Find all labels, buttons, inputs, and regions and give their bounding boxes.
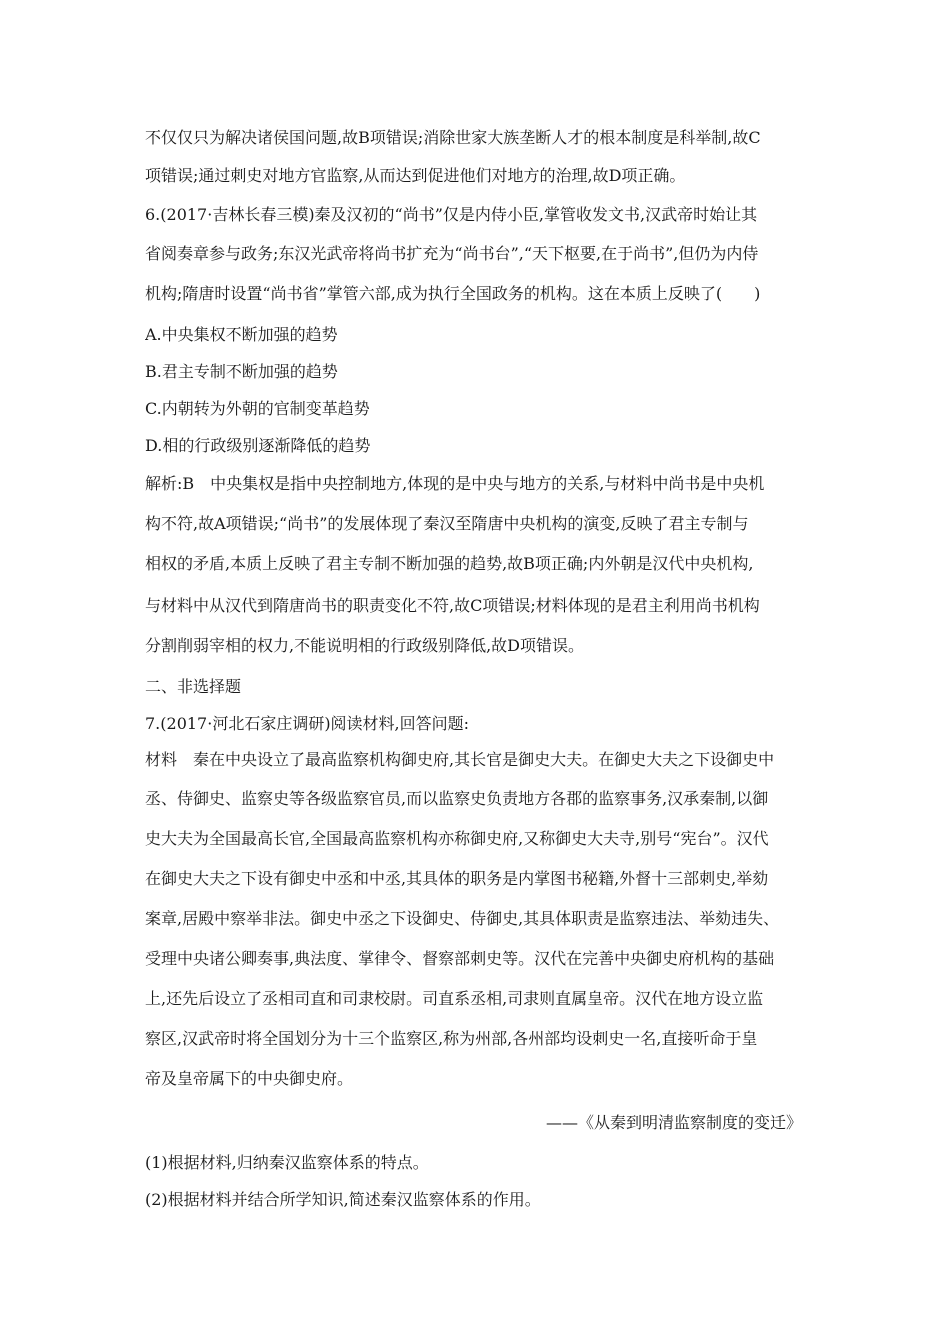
- option-a: A.中央集权不断加强的趋势: [145, 325, 338, 344]
- sub-question-1: (1)根据材料,归纳秦汉监察体系的特点。: [145, 1153, 429, 1172]
- text-line: 不仅仅只为解决诸侯国问题,故B项错误;消除世家大族垄断人才的根本制度是科举制,故C: [145, 128, 761, 147]
- analysis-text: 构不符,故A项错误;“尚书”的发展体现了秦汉至隋唐中央机构的演变,反映了君主专制与: [145, 514, 749, 533]
- question-7-stem: 7.(2017·河北石家庄调研)阅读材料,回答问题:: [145, 714, 470, 733]
- analysis-text: 相权的矛盾,本质上反映了君主专制不断加强的趋势,故B项正确;内外朝是汉代中央机构,: [145, 554, 754, 573]
- material-text: 察区,汉武帝时将全国划分为十三个监察区,称为州部,各州部均设刺史一名,直接听命于皇: [145, 1029, 758, 1048]
- text-line: 项错误;通过刺史对地方官监察,从而达到促进他们对地方的治理,故D项正确。: [145, 166, 686, 185]
- analysis-text: 与材料中从汉代到隋唐尚书的职责变化不符,故C项错误;材料体现的是君主利用尚书机构: [145, 596, 760, 615]
- material-text: 材料 秦在中央设立了最高监察机构御史府,其长官是御史大夫。在御史大夫之下设御史中: [145, 750, 775, 769]
- material-text: 上,还先后设立了丞相司直和司隶校尉。司直系丞相,司隶则直属皇帝。汉代在地方设立监: [145, 989, 764, 1008]
- material-text: 在御史大夫之下设有御史中丞和中丞,其具体的职务是内掌图书秘籍,外督十三部刺史,举劾: [145, 869, 769, 888]
- option-c: C.内朝转为外朝的官制变革趋势: [145, 399, 370, 418]
- material-text: 丞、侍御史、监察史等各级监察官员,而以监察史负责地方各郡的监察事务,汉承秦制,以御: [145, 789, 769, 808]
- material-text: 帝及皇帝属下的中央御史府。: [145, 1069, 354, 1088]
- sub-question-2: (2)根据材料并结合所学知识,简述秦汉监察体系的作用。: [145, 1190, 541, 1209]
- material-text: 案章,居殿中察举非法。御史中丞之下设御史、侍御史,其具体职责是监察违法、举劾违失、: [145, 909, 780, 928]
- material-text: 受理中央诸公卿奏事,典法度、掌律令、督察部刺史等。汉代在完善中央御史府机构的基础: [145, 949, 775, 968]
- analysis-text: 分割削弱宰相的权力,不能说明相的行政级别降低,故D项错误。: [145, 636, 585, 655]
- question-6-stem: 6.(2017·吉林长春三模)秦及汉初的“尚书”仅是内侍小臣,掌管收发文书,汉武帝时始让其: [145, 205, 758, 224]
- section-heading: 二、非选择题: [145, 677, 242, 696]
- source-citation: ——《从秦到明清监察制度的变迁》: [545, 1113, 802, 1132]
- option-d: D.相的行政级别逐渐降低的趋势: [145, 436, 371, 455]
- question-6-stem: 机构;隋唐时设置“尚书省”掌管六部,成为执行全国政务的机构。这在本质上反映了( ): [145, 284, 761, 303]
- analysis-text: 解析:B 中央集权是指中央控制地方,体现的是中央与地方的关系,与材料中尚书是中央机: [145, 474, 765, 493]
- material-text: 史大夫为全国最高长官,全国最高监察机构亦称御史府,又称御史大夫寺,别号“宪台”。汉代: [145, 829, 769, 848]
- option-b: B.君主专制不断加强的趋势: [145, 362, 338, 381]
- question-6-stem: 省阅奏章参与政务;东汉光武帝将尚书扩充为“尚书台”,“天下枢要,在于尚书”,但仍为内侍: [145, 244, 759, 263]
